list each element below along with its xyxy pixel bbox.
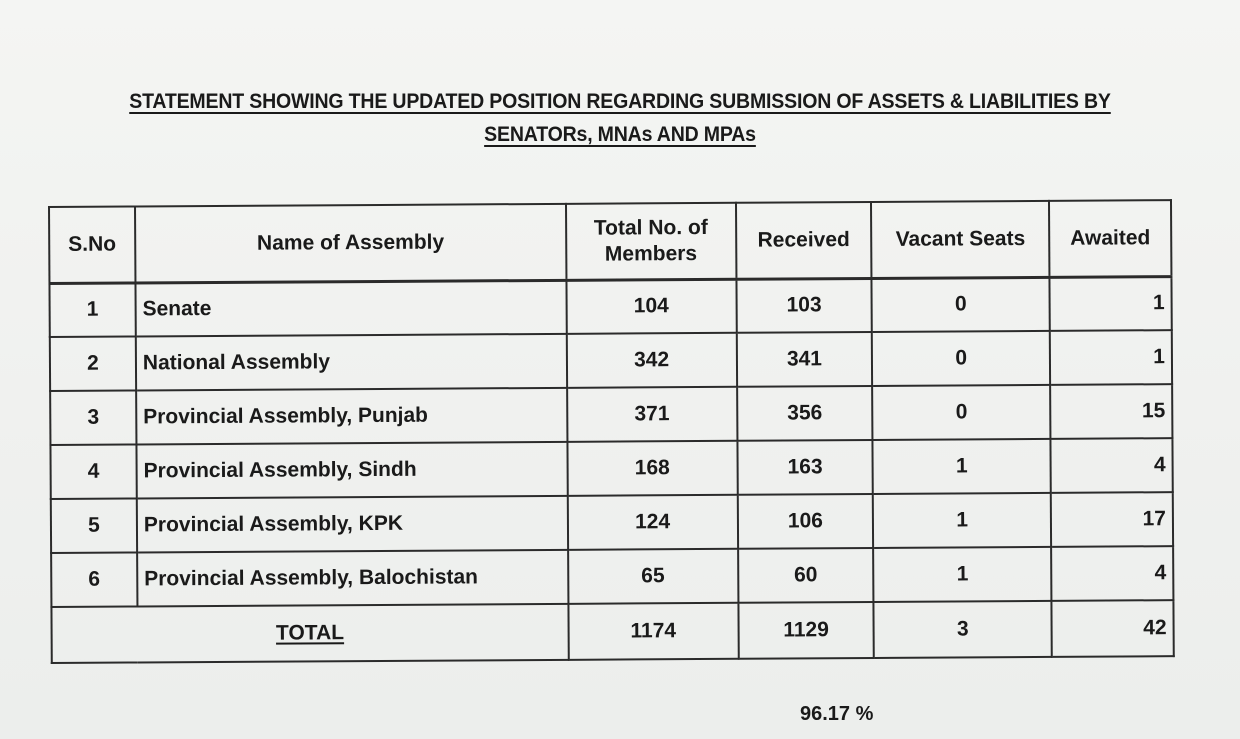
cell-assembly-name: Senate	[135, 280, 566, 337]
cell-awaited: 1	[1050, 276, 1172, 331]
cell-assembly-name: Provincial Assembly, Punjab	[136, 388, 567, 445]
table-header-row	[49, 200, 1171, 283]
total-vacant-value: 3	[874, 601, 1052, 658]
cell-received: 103	[736, 278, 872, 333]
total-label: TOTAL	[275, 621, 345, 645]
cell-received: 106	[737, 494, 873, 549]
cell-sno: 4	[50, 444, 136, 499]
document-title-line2: SENATORs, MNAs AND MPAs	[484, 123, 756, 146]
cell-vacant-seats: 0	[873, 385, 1051, 440]
cell-received: 60	[738, 548, 874, 603]
document-title-line1: STATEMENT SHOWING THE UPDATED POSITION REGARDING SUBMISSION OF ASSETS & LIABILITIES BY	[129, 90, 1111, 113]
cell-sno: 2	[50, 336, 136, 391]
cell-vacant-seats: 0	[872, 331, 1050, 386]
table-row	[50, 384, 1172, 445]
cell-assembly-name: Provincial Assembly, Balochistan	[137, 550, 568, 607]
table-row	[51, 546, 1173, 607]
table-row	[49, 276, 1171, 337]
cell-assembly-name: Provincial Assembly, Sindh	[136, 442, 567, 499]
cell-total-members: 168	[567, 441, 737, 496]
total-members-value: 1174	[568, 603, 738, 660]
assets-submission-table	[48, 199, 1175, 664]
cell-received: 341	[736, 332, 872, 387]
cell-sno: 5	[51, 498, 137, 553]
cell-awaited: 15	[1050, 384, 1172, 439]
table-row	[50, 330, 1172, 391]
table-total-row	[51, 600, 1173, 663]
cell-vacant-seats: 0	[872, 277, 1050, 332]
table-row	[50, 438, 1172, 499]
cell-sno: 3	[50, 390, 136, 445]
cell-vacant-seats: 1	[874, 547, 1052, 602]
total-received-value: 1129	[738, 602, 874, 659]
header-total-members	[566, 203, 736, 280]
cell-vacant-seats: 1	[873, 493, 1051, 548]
header-total-line1: Total No. of	[593, 215, 708, 240]
cell-total-members: 342	[567, 333, 737, 388]
cell-awaited: 4	[1051, 438, 1173, 493]
cell-sno: 1	[49, 282, 135, 337]
total-awaited-value: 42	[1051, 600, 1173, 657]
submission-percentage: 96.17 %	[800, 703, 874, 725]
header-vacant-seats: Vacant Seats	[871, 201, 1049, 278]
header-sno: S.No	[49, 206, 135, 283]
header-received: Received	[736, 202, 872, 279]
cell-sno: 6	[51, 552, 137, 607]
cell-received: 356	[737, 386, 873, 441]
table-row	[51, 492, 1173, 553]
cell-awaited: 17	[1051, 492, 1173, 547]
cell-vacant-seats: 1	[873, 439, 1051, 494]
cell-total-members: 124	[568, 495, 738, 550]
header-assembly-name: Name of Assembly	[135, 204, 566, 283]
cell-total-members: 371	[567, 387, 737, 442]
cell-total-members: 65	[568, 549, 738, 604]
total-label-cell	[51, 604, 568, 663]
header-awaited: Awaited	[1049, 200, 1171, 277]
cell-awaited: 4	[1051, 546, 1173, 601]
cell-awaited: 1	[1050, 330, 1172, 385]
header-total-line2: Members	[604, 241, 698, 266]
cell-assembly-name: National Assembly	[136, 334, 567, 391]
cell-received: 163	[737, 440, 873, 495]
cell-total-members: 104	[566, 279, 736, 334]
cell-assembly-name: Provincial Assembly, KPK	[137, 496, 568, 553]
